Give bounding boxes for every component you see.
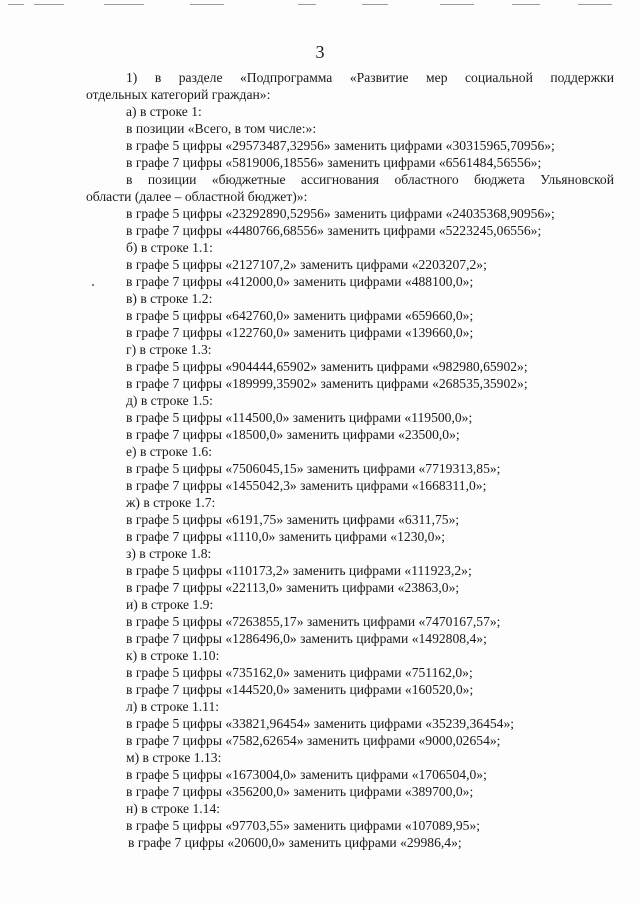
text-line: д) в строке 1.5: xyxy=(126,393,213,408)
scan-edge-marks xyxy=(0,2,640,8)
text-line: к) в строке 1.10: xyxy=(126,648,220,663)
text-line: в графе 7 цифры «1110,0» заменить цифрами «1230,0»; xyxy=(126,529,446,544)
text-line: в графе 5 цифры «97703,55» заменить цифрами «107089,95»; xyxy=(126,818,481,833)
scan-speck xyxy=(92,284,94,286)
text-line: в графе 5 цифры «2127107,2» заменить цифрами «2203207,2»; xyxy=(126,257,487,272)
text-line: в графе 5 цифры «7263855,17» заменить цифрами «7470167,57»; xyxy=(126,614,501,629)
text-line: з) в строке 1.8: xyxy=(126,546,212,561)
text-line: в графе 7 цифры «5819006,18556» заменить цифрами «6561484,56556»; xyxy=(126,155,542,170)
text-line: в графе 5 цифры «6191,75» заменить цифрами «6311,75»; xyxy=(126,512,460,527)
text-line: в графе 7 цифры «4480766,68556» заменить цифрами «5223245,06556»; xyxy=(126,223,542,238)
text-line: 1) в разделе «Подпрограмма «Развитие мер социальной поддержки xyxy=(126,70,614,85)
text-line: в графе 7 цифры «20600,0» заменить цифрами «29986,4»; xyxy=(128,835,462,850)
text-line: в графе 7 цифры «144520,0» заменить цифрами «160520,0»; xyxy=(126,682,474,697)
text-line: е) в строке 1.6: xyxy=(126,444,212,459)
text-line: в позиции «бюджетные ассигнования областного бюджета Ульяновской xyxy=(126,172,614,187)
text-line: в графе 5 цифры «7506045,15» заменить цифрами «7719313,85»; xyxy=(126,461,501,476)
text-line: в графе 5 цифры «23292890,52956» заменить цифрами «24035368,90956»; xyxy=(126,206,555,221)
text-line: в графе 5 цифры «110173,2» заменить цифрами «111923,2»; xyxy=(126,563,472,578)
text-line: в позиции «Всего, в том числе:»: xyxy=(126,121,317,136)
text-line: б) в строке 1.1: xyxy=(126,240,213,255)
text-line: в графе 7 цифры «189999,35902» заменить цифрами «268535,35902»; xyxy=(126,376,528,391)
text-line: в графе 5 цифры «29573487,32956» заменить цифрами «30315965,70956»; xyxy=(126,138,555,153)
text-line: в) в строке 1.2: xyxy=(126,291,213,306)
text-line: области (далее – областной бюджет)»: xyxy=(86,189,308,204)
text-line: л) в строке 1.11: xyxy=(126,699,220,714)
text-line: в графе 5 цифры «735162,0» заменить цифрами «751162,0»; xyxy=(126,665,473,680)
text-line: в графе 7 цифры «356200,0» заменить цифрами «389700,0»; xyxy=(126,784,474,799)
text-line: в графе 7 цифры «7582,62654» заменить цифрами «9000,02654»; xyxy=(126,733,501,748)
text-line: в графе 7 цифры «1286496,0» заменить цифрами «1492808,4»; xyxy=(126,631,487,646)
text-line: в графе 5 цифры «642760,0» заменить цифрами «659660,0»; xyxy=(126,308,474,323)
text-line: в графе 7 цифры «122760,0» заменить цифрами «139660,0»; xyxy=(126,325,474,340)
text-line: отдельных категорий граждан»: xyxy=(86,87,271,102)
text-line: и) в строке 1.9: xyxy=(126,597,214,612)
text-line: в графе 7 цифры «1455042,3» заменить цифрами «1668311,0»; xyxy=(126,478,487,493)
text-line: в графе 7 цифры «412000,0» заменить цифрами «488100,0»; xyxy=(126,274,474,289)
text-line: ж) в строке 1.7: xyxy=(126,495,216,510)
text-line: в графе 7 цифры «18500,0» заменить цифрами «23500,0»; xyxy=(126,427,460,442)
text-line: в графе 5 цифры «114500,0» заменить цифрами «119500,0»; xyxy=(126,410,473,425)
text-line: в графе 7 цифры «22113,0» заменить цифрами «23863,0»; xyxy=(126,580,460,595)
text-line: а) в строке 1: xyxy=(126,104,202,119)
text-line: в графе 5 цифры «33821,96454» заменить цифрами «35239,36454»; xyxy=(126,716,515,731)
text-line: н) в строке 1.14: xyxy=(126,801,221,816)
text-line: м) в строке 1.13: xyxy=(126,750,222,765)
text-line: г) в строке 1.3: xyxy=(126,342,212,357)
page-number: 3 xyxy=(315,42,325,62)
text-line: в графе 5 цифры «1673004,0» заменить цифрами «1706504,0»; xyxy=(126,767,487,782)
text-line: в графе 5 цифры «904444,65902» заменить цифрами «982980,65902»; xyxy=(126,359,528,374)
